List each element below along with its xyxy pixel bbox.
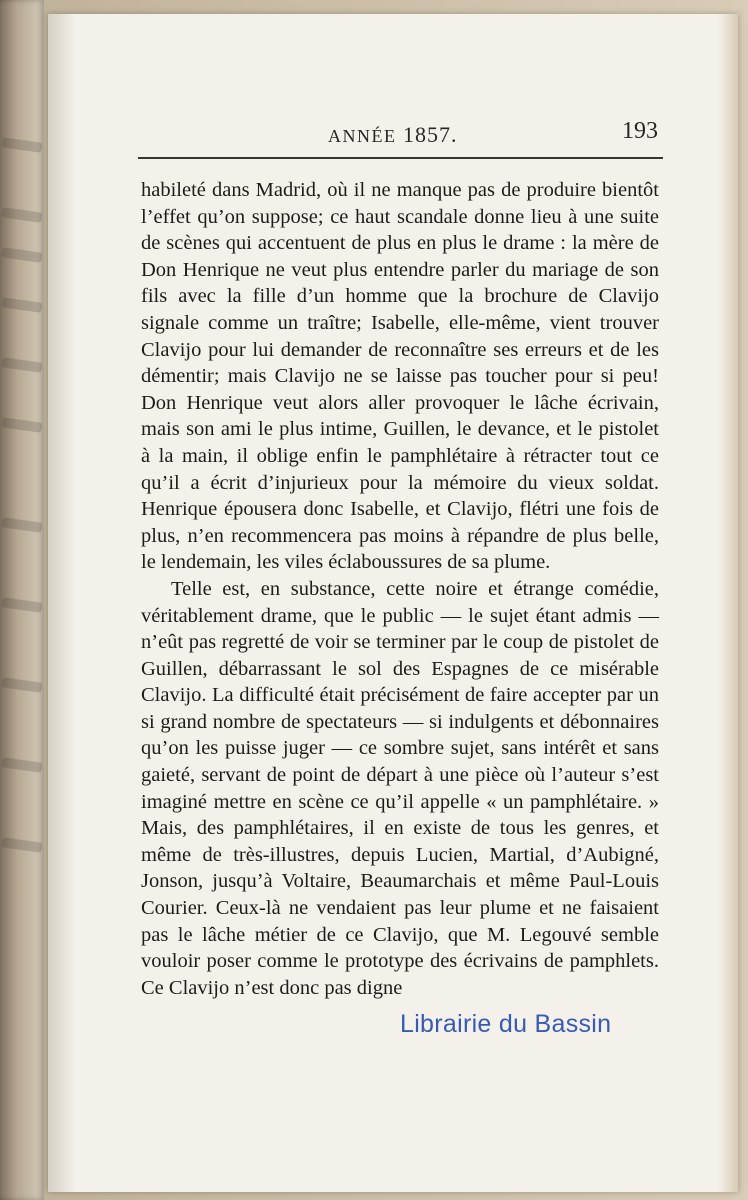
bleed-through-mark	[1, 357, 42, 372]
bleed-through-mark	[1, 837, 42, 852]
paragraph-continued: habileté dans Madrid, où il ne manque pas de produire bientôt l’effet qu’on suppose; ce haut scandale donne lieu à une suite de scènes qui accentuent de plus en plus le drame : la mère de Don Henrique ne veut plus entendre parler du mariage de son fils avec la fille d’un homme que la brochure de Clavijo signale comme un traître; Isabelle, elle-même, vient trouver Clavijo pour lui demander de reconnaître ses erreurs et de les démentir; mais Clavijo ne se laisse pas toucher pour si peu! Don Henrique veut alors aller provoquer le lâche écrivain, mais son ami le plus intime, Guillen, le devance, et le pistolet à la main, il oblige enfin le pamphlétaire à rétracter tout ce qu’il a écrit d’injurieux pour la mémoire du vieux soldat. Henrique épousera donc Isabelle, et Clavijo, flétri une fois de plus, n’en recommencera pas moins à répandre de plus belle, le lendemain, les viles éclaboussures de sa plume.	[141, 179, 659, 574]
running-head-label: ANNÉE	[328, 126, 397, 146]
book-page	[48, 14, 738, 1192]
running-head-year: 1857.	[403, 122, 458, 147]
bleed-through-mark	[1, 417, 42, 432]
body-text	[141, 177, 659, 1001]
bleed-through-mark	[1, 137, 42, 152]
bleed-through-mark	[1, 757, 42, 772]
page-number: 193	[622, 118, 658, 144]
bleed-through-mark	[1, 247, 42, 262]
watermark-text: Librairie du Bassin	[400, 1010, 612, 1038]
bleed-through-mark	[1, 297, 42, 312]
paragraph-telle-est: Telle est, en substance, cette noire et étrange comédie, véritablement drame, que le public — le sujet étant admis — n’eût pas regretté de voir se terminer par le coup de pistolet de Guillen, débarrassant le sol des Espagnes de ce misérable Clavijo. La difficulté était précisément de faire accepter par un si grand nombre de spectateurs — si indulgents et débonnaires qu’on les puisse juger — ce sombre sujet, sans intérêt et sans gaieté, servant de point de départ à une pièce où l’auteur s’est imaginé mettre en scène ce qu’il appelle « un pamphlétaire. » Mais, des pamphlétaires, il en existe de tous les genres, et même de très-illustres, depuis Lucien, Martial, d’Aubigné, Jonson, jusqu’à Voltaire, Beaumarchais et même Paul-Louis Courier. Ceux-là ne vendaient pas leur plume et ne faisaient pas le lâche métier de ce Clavijo, que M. Legouvé semble vouloir poser comme le prototype des écrivains de pamphlets. Ce Clavijo n’est donc pas digne	[141, 577, 659, 999]
bleed-through-mark	[1, 517, 42, 532]
bleed-through-mark	[1, 207, 42, 222]
running-head	[328, 122, 458, 148]
header-rule	[138, 157, 663, 159]
bleed-through-mark	[1, 597, 42, 612]
bleed-through-mark	[1, 677, 42, 692]
page-header	[138, 118, 658, 152]
facing-page-edge	[0, 0, 44, 1200]
